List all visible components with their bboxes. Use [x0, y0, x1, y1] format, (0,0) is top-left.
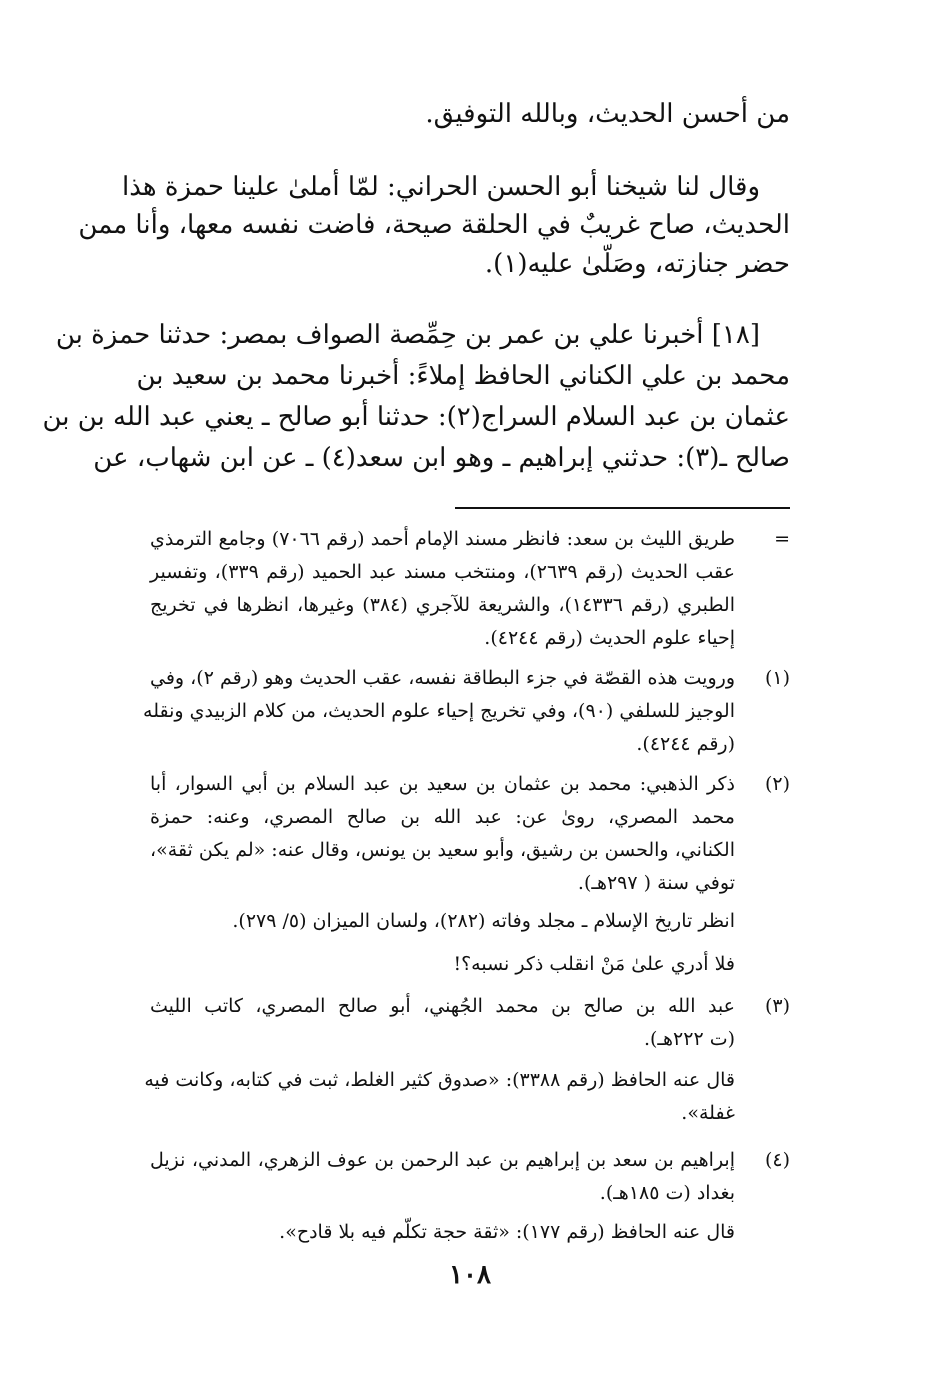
footnote-separator: [455, 507, 790, 509]
footnote-line: محمد المصري، روىٰ عن: عبد الله بن صالح المصري، وعنه: حمزة: [150, 806, 735, 828]
footnote-line: الطبري (رقم ١٤٣٣٦)، والشريعة للآجري (٣٨٤) وغيرها، انظرها في تخريج: [150, 594, 735, 616]
footnote-number: (٣): [764, 995, 790, 1017]
body-line: الحديث، صاح غريبٌ في الحلقة صيحة، فاضت نفسه معها، وأنا ممن: [78, 210, 790, 240]
footnote-line: (رقم ٤٢٤٤).: [636, 733, 735, 755]
footnote-line: قال عنه الحافظ (رقم ١٧٧): «ثقة حجة تكلّم فيه بلا قادح».: [279, 1221, 735, 1243]
footnote-line: توفي سنة ( ٢٩٧هـ).: [577, 872, 735, 894]
footnote-line: انظر تاريخ الإسلام ـ مجلد وفاته (٢٨٢)، ولسان الميزان (٥/ ٢٧٩).: [232, 910, 735, 932]
footnote-line: إحياء علوم الحديث (رقم ٤٢٤٤).: [484, 627, 735, 649]
body-line: وقال لنا شيخنا أبو الحسن الحراني: لمّا أملىٰ علينا حمزة هذا: [122, 172, 760, 202]
footnote-line: الوجيز للسلفي (٩٠)، وفي تخريج إحياء علوم الحديث، من كلام الزبيدي ونقله: [143, 700, 735, 722]
body-line: محمد بن علي الكناني الحافظ إملاءً: أخبرنا محمد بن سعيد بن: [136, 361, 790, 391]
footnote-number: (٢): [764, 773, 790, 795]
footnote-line: ورويت هذه القصّة في جزء البطاقة نفسه، عقب الحديث وهو (رقم ٢)، وفي: [150, 667, 735, 689]
footnote-line: عقب الحديث (رقم ٢٦٣٩)، ومنتخب مسند عبد الحميد (رقم ٣٣٩)، وتفسير: [150, 561, 736, 583]
body-line: صالح ـ(٣): حدثني إبراهيم ـ وهو ابن سعد(٤) ـ عن ابن شهاب، عن: [93, 443, 790, 473]
footnote-number: (١): [764, 667, 790, 689]
body-line: عثمان بن عبد السلام السراج(٢): حدثنا أبو صالح ـ يعني عبد الله بن بن: [42, 402, 790, 432]
footnote-line: قال عنه الحافظ (رقم ٣٣٨٨): «صدوق كثير الغلط، ثبت في كتابه، وكانت فيه: [144, 1069, 735, 1091]
footnote-line: بغداد (ت ١٨٥هـ).: [599, 1182, 735, 1204]
body-line: [١٨] أخبرنا علي بن عمر بن حِمِّصة الصواف بمصر: حدثنا حمزة بن: [55, 320, 760, 350]
footnote-line: ذكر الذهبي: محمد بن عثمان بن سعيد بن عبد السلام بن أبي السوار، أبا: [150, 773, 735, 795]
footnote-line: غفلة».: [681, 1102, 735, 1124]
footnote-line: عبد الله بن صالح بن محمد الجُهني، أبو صالح المصري، كاتب الليث: [150, 995, 735, 1017]
footnote-line: إبراهيم بن سعد بن إبراهيم بن عبد الرحمن بن عوف الزهري، المدني، نزيل: [150, 1149, 735, 1171]
footnote-continuation-marker: =: [774, 528, 790, 550]
footnote-line: طريق الليث بن سعد: فانظر مسند الإمام أحمد (رقم ٧٠٦٦) وجامع الترمذي: [150, 528, 735, 550]
footnote-number: (٤): [764, 1149, 790, 1171]
body-line: من أحسن الحديث، وبالله التوفيق.: [425, 99, 790, 129]
footnote-line: فلا أدري علىٰ مَنْ انقلب ذكر نسبه؟!: [453, 953, 735, 975]
body-line: حضر جنازته، وصَلّىٰ عليه(١).: [484, 249, 790, 279]
page-number: ١٠٨: [449, 1260, 491, 1290]
footnote-line: (ت ٢٢٢هـ).: [643, 1028, 735, 1050]
footnote-line: الكناني، والحسن بن رشيق، وأبو سعيد بن يونس، وقال عنه: «لم يكن ثقة»،: [150, 839, 735, 861]
